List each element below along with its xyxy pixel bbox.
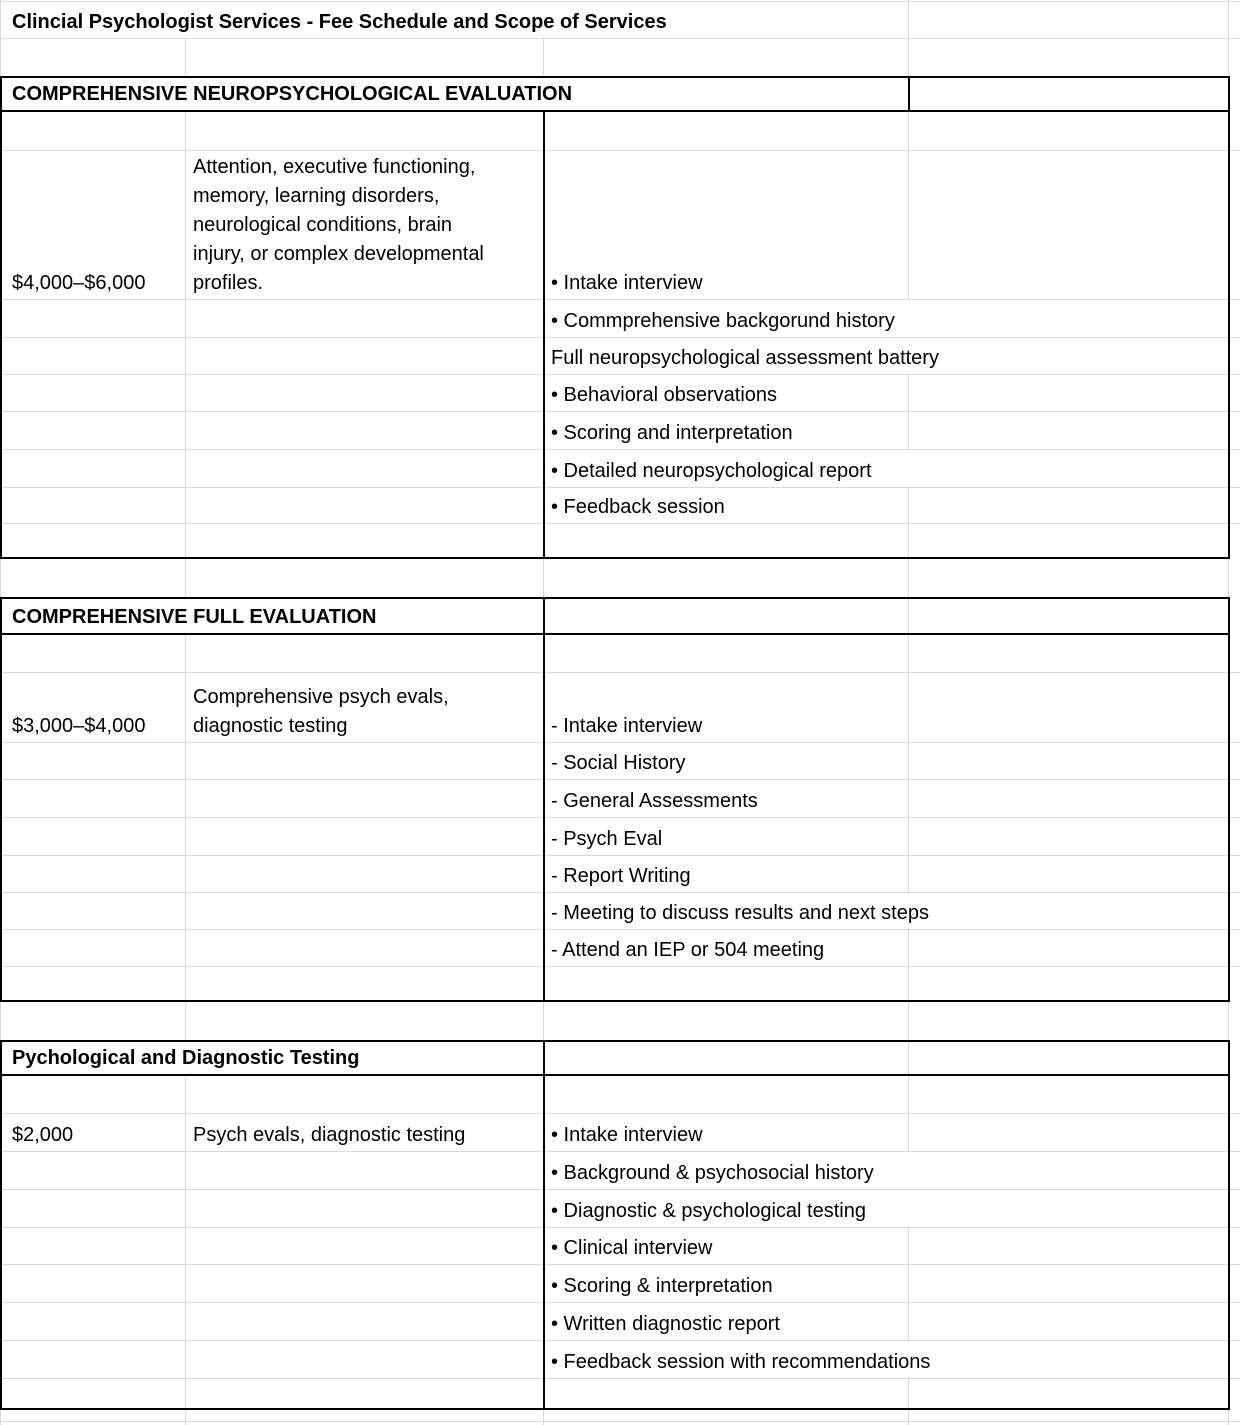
gridline [1228,559,1229,599]
section-1-service-cell[interactable]: • Feedback session [551,496,725,518]
section-2-service-cell[interactable]: - Psych Eval [551,828,663,850]
section-2-header-cell[interactable]: COMPREHENSIVE FULL EVALUATION [12,606,377,628]
gridline [908,112,909,299]
section-3-service-cell[interactable]: • Written diagnostic report [551,1313,780,1335]
table-border [0,1074,1230,1076]
gridline [185,38,186,76]
table-border [0,1408,1230,1410]
section-3-price-cell[interactable]: $2,000 [12,1124,74,1146]
section-3-service-cell[interactable]: • Scoring & interpretation [551,1275,773,1297]
table-border [1228,1040,1230,1410]
section-2-price-cell[interactable]: $3,000–$4,000 [12,715,146,737]
section-1-description-cell[interactable]: Attention, executive functioning, memory, learning disorders, neurological conditions, brain injury, or complex developmental profiles. [193,156,484,294]
section-2-description-cell[interactable]: Comprehensive psych evals, diagnostic testing [193,686,449,737]
table-border [0,1000,1230,1002]
section-3-service-cell[interactable]: • Diagnostic & psychological testing [551,1200,866,1222]
table-border [908,76,910,112]
section-3-description-cell[interactable]: Psych evals, diagnostic testing [193,1124,466,1146]
gridline [543,38,544,76]
gridline [543,1410,544,1425]
section-2-service-cell[interactable]: - Meeting to discuss results and next steps [551,902,929,924]
section-1-service-cell[interactable]: • Commprehensive backgorund history [551,310,895,332]
gridline [1228,0,1229,76]
gridline [1228,1410,1229,1425]
section-1-header-cell[interactable]: COMPREHENSIVE NEUROPSYCHOLOGICAL EVALUATION [12,83,573,105]
gridline [908,1378,909,1425]
section-2-service-cell[interactable]: - Intake interview [551,715,703,737]
gridline [543,1002,544,1042]
table-border [0,110,1230,112]
sheet-title-cell[interactable]: Clincial Psychologist Services - Fee Schedule and Scope of Services [12,11,667,33]
gridline [908,1227,909,1340]
table-border [0,633,1230,635]
section-1-service-cell[interactable]: • Intake interview [551,272,703,294]
table-border [1228,76,1230,559]
section-2-service-cell[interactable]: - General Assessments [551,790,758,812]
gridline [543,559,544,599]
section-3-service-cell[interactable]: • Feedback session with recommendations [551,1351,931,1373]
table-border [0,76,2,559]
section-3-service-cell[interactable]: • Background & psychosocial history [551,1162,874,1184]
table-border [1228,597,1230,1002]
section-2-service-cell[interactable]: - Attend an IEP or 504 meeting [551,939,825,961]
gridline [1228,1002,1229,1042]
section-1-service-cell[interactable]: • Scoring and interpretation [551,422,793,444]
gridline [0,966,1240,967]
section-3-service-cell[interactable]: • Clinical interview [551,1237,713,1259]
table-border [0,1040,2,1410]
section-1-service-cell[interactable]: • Behavioral observations [551,384,778,406]
section-2-service-cell[interactable]: - Report Writing [551,865,691,887]
section-2-service-cell[interactable]: - Social History [551,752,686,774]
gridline [908,0,909,76]
gridline [908,487,909,892]
table-border [0,597,2,1002]
section-1-service-cell[interactable]: Full neuropsychological assessment battery [551,347,939,369]
gridline [0,523,1240,524]
gridline [908,374,909,449]
section-1-price-cell[interactable]: $4,000–$6,000 [12,272,146,294]
table-border [0,557,1230,559]
gridline [0,38,1240,39]
section-1-service-cell[interactable]: • Detailed neuropsychological report [551,460,872,482]
gridline [0,1378,1240,1379]
gridline [0,1421,1240,1422]
section-3-service-cell[interactable]: • Intake interview [551,1124,703,1146]
section-3-header-cell[interactable]: Pychological and Diagnostic Testing [12,1047,360,1069]
